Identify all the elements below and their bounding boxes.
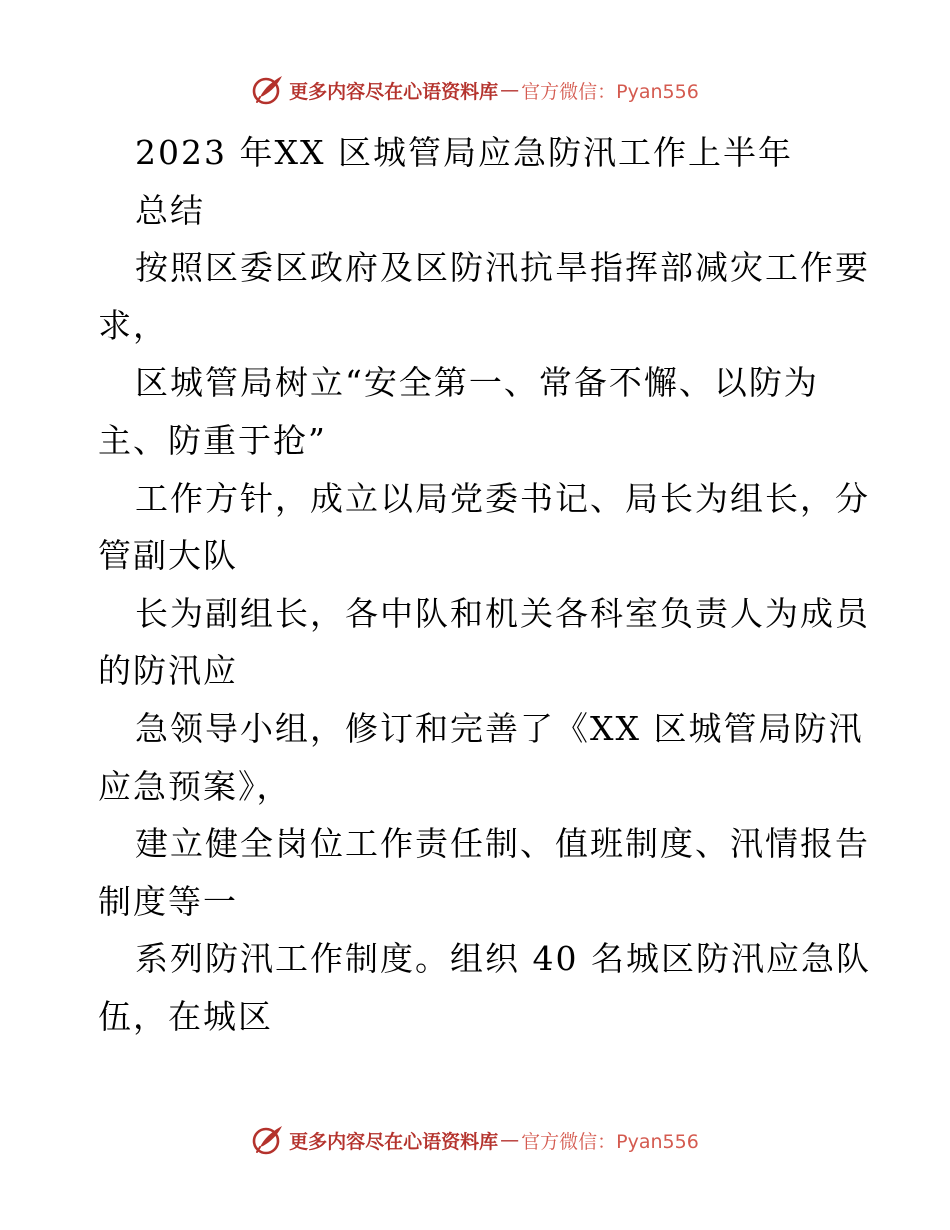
document-body <box>98 124 871 1046</box>
footer-contact-text: 官方微信：Pyan556 <box>521 1130 699 1153</box>
feather-pen-logo-icon <box>251 73 285 107</box>
header-brand-text: 更多内容尽在心语资料库 <box>289 80 499 103</box>
header-watermark-banner <box>0 70 950 110</box>
feather-pen-logo-icon <box>251 1123 285 1157</box>
paragraph-line: 总结 <box>135 190 205 230</box>
paragraph-line: 应急预案》， <box>98 766 292 806</box>
paragraph-line: 管副大队 <box>98 536 238 576</box>
paragraph-line: 长为副组长，各中队和机关各科室负责人为成员 <box>135 593 870 633</box>
footer-brand-text: 更多内容尽在心语资料库 <box>289 1130 499 1153</box>
paragraph-line: 建立健全岗位工作责任制、值班制度、汛情报告 <box>135 824 870 864</box>
paragraph-line: 制度等一 <box>98 881 238 921</box>
paragraph-line: 系列防汛工作制度。组织 40 名城区防汛应急队 <box>135 939 871 979</box>
paragraph-line: 主、防重于抢” <box>98 420 327 460</box>
paragraph-line: 区城管局树立“安全第一、常备不懈、以防为 <box>135 363 819 403</box>
paragraph-line: 急领导小组，修订和完善了《XX 区城管局防汛 <box>135 708 864 748</box>
paragraph-line: 伍，在城区 <box>98 996 273 1036</box>
header-separator: — <box>500 79 520 101</box>
footer-separator: — <box>500 1129 520 1151</box>
paragraph-line: 按照区委区政府及区防汛抗旱指挥部减灾工作要 <box>135 248 870 288</box>
document-title-line: 2023 年XX 区城管局应急防汛工作上半年 <box>135 133 793 172</box>
paragraph-line: 求， <box>98 305 168 345</box>
paragraph-line: 的防汛应 <box>98 651 238 691</box>
header-contact-text: 官方微信：Pyan556 <box>521 80 699 103</box>
footer-watermark-banner <box>0 1120 950 1160</box>
paragraph-line: 工作方针，成立以局党委书记、局长为组长，分 <box>135 478 870 518</box>
